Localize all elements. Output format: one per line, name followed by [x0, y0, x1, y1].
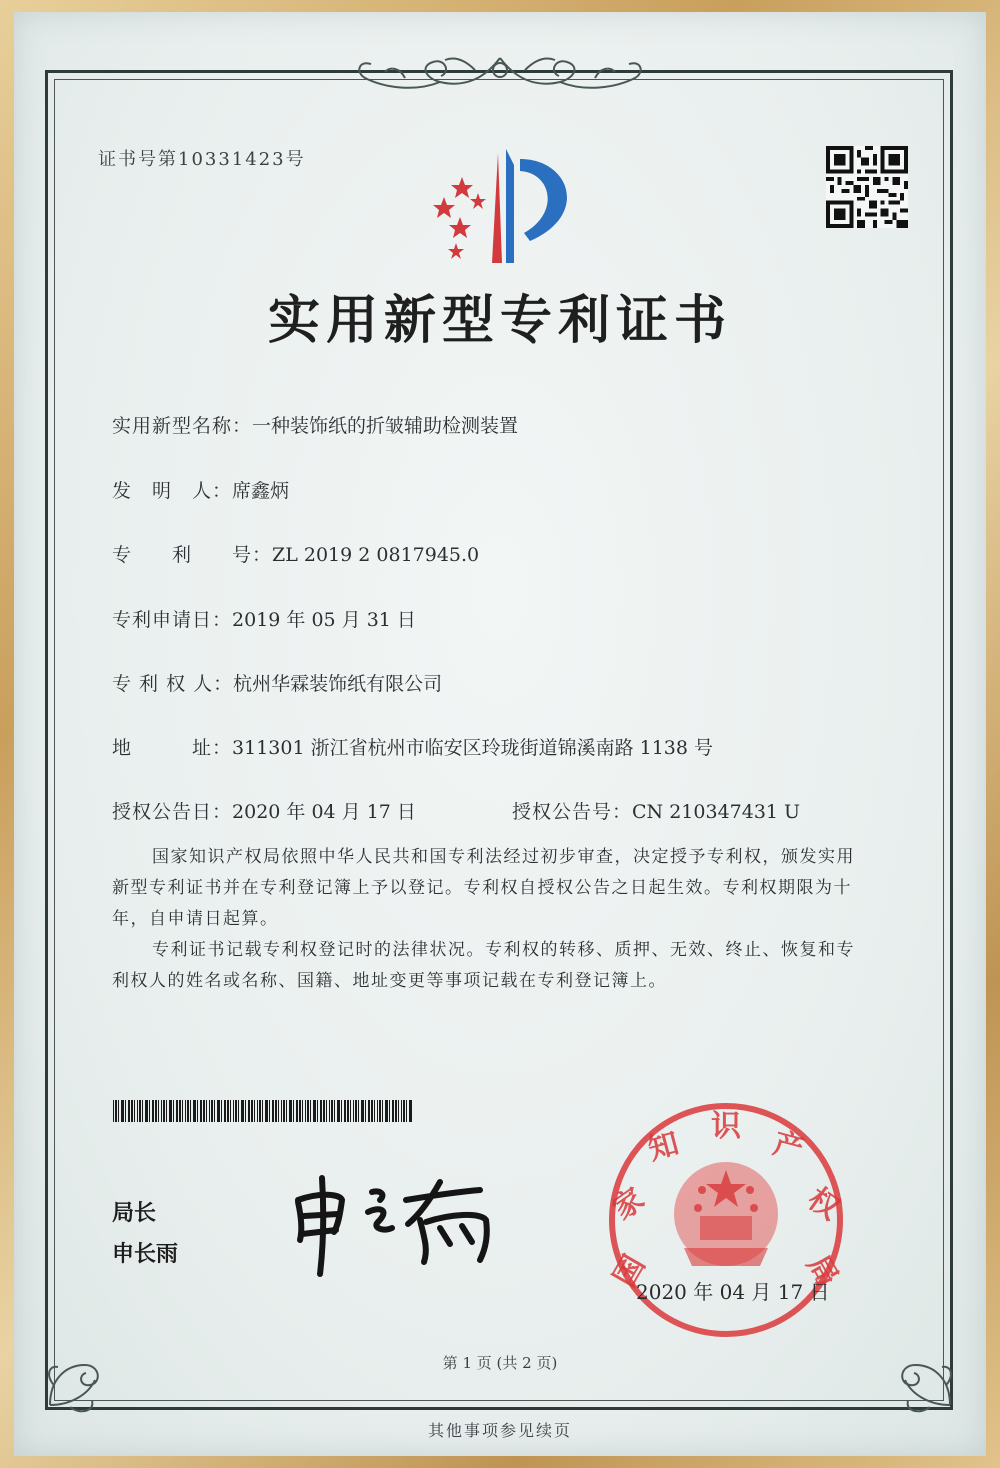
paragraph-line: 新型专利证书并在专利登记簿上予以登记。专利权自授权公告之日起生效。专利权期限为十	[112, 878, 852, 898]
address-value: 311301 浙江省杭州市临安区玲珑街道锦溪南路 1138 号	[232, 737, 714, 759]
svg-text:局: 局	[799, 1249, 845, 1293]
barcode-icon	[113, 1100, 415, 1122]
grant-number-label: 授权公告号：	[512, 801, 633, 823]
patent-holder-value: 杭州华霖装饰纸有限公司	[233, 673, 443, 695]
certificate-number: 证书号第10331423号	[98, 149, 306, 170]
address-label: 地 址：	[112, 737, 233, 759]
svg-text:知: 知	[644, 1126, 683, 1168]
patent-office-logo-icon	[420, 145, 585, 270]
legal-paragraph-2	[112, 935, 912, 997]
seal-date: 2020 年 04 月 17 日	[636, 1280, 830, 1304]
paragraph-line: 专利证书记载专利权登记时的法律状况。专利权的转移、质押、无效、终止、恢复和专	[152, 940, 855, 960]
page-number: 第 1 页 (共 2 页)	[442, 1354, 558, 1372]
field-address	[112, 733, 713, 760]
inventor-value: 席鑫炳	[232, 480, 290, 502]
signature-image	[280, 1170, 520, 1280]
director-title: 局长	[112, 1201, 157, 1226]
svg-text:识: 识	[711, 1109, 741, 1144]
grant-date-label: 授权公告日：	[112, 801, 233, 823]
field-inventor	[112, 476, 289, 503]
application-date-value: 2019 年 05 月 31 日	[232, 609, 416, 631]
svg-text:国: 国	[607, 1249, 653, 1293]
top-ornament-icon	[345, 48, 655, 100]
continued-note: 其他事项参见续页	[427, 1421, 572, 1440]
qr-code-icon	[826, 146, 908, 228]
field-patent-holder	[112, 669, 442, 696]
paragraph-line: 年，自申请日起算。	[112, 909, 279, 929]
utility-model-name-label: 实用新型名称：	[112, 415, 253, 437]
field-application-date	[112, 605, 416, 632]
field-grant-date	[112, 797, 416, 824]
certificate-title: 实用新型专利证书	[267, 290, 732, 351]
grant-number-value: CN 210347431 U	[632, 801, 801, 823]
paragraph-line: 国家知识产权局依照中华人民共和国专利法经过初步审查，决定授予专利权，颁发实用	[152, 847, 855, 867]
svg-text:权: 权	[801, 1181, 846, 1228]
patent-number-label: 专 利 号：	[112, 544, 273, 566]
svg-text:产: 产	[769, 1126, 808, 1168]
utility-model-name-value: 一种装饰纸的折皱辅助检测装置	[252, 415, 519, 437]
director-name: 申长雨	[112, 1242, 179, 1267]
patent-number-value: ZL 2019 2 0817945.0	[272, 544, 480, 566]
field-grant-number	[512, 797, 800, 824]
svg-text:家: 家	[606, 1181, 651, 1228]
application-date-label: 专利申请日：	[112, 609, 233, 631]
patent-holder-label: 专 利 权 人：	[112, 673, 234, 695]
field-utility-model-name	[112, 411, 518, 438]
field-patent-number	[112, 540, 479, 567]
grant-date-value: 2020 年 04 月 17 日	[232, 801, 416, 823]
official-seal-image	[604, 1098, 848, 1342]
inventor-label: 发 明 人：	[112, 480, 233, 502]
paragraph-line: 利权人的姓名或名称、国籍、地址变更等事项记载在专利登记簿上。	[112, 971, 667, 991]
legal-paragraph-1	[112, 842, 912, 935]
